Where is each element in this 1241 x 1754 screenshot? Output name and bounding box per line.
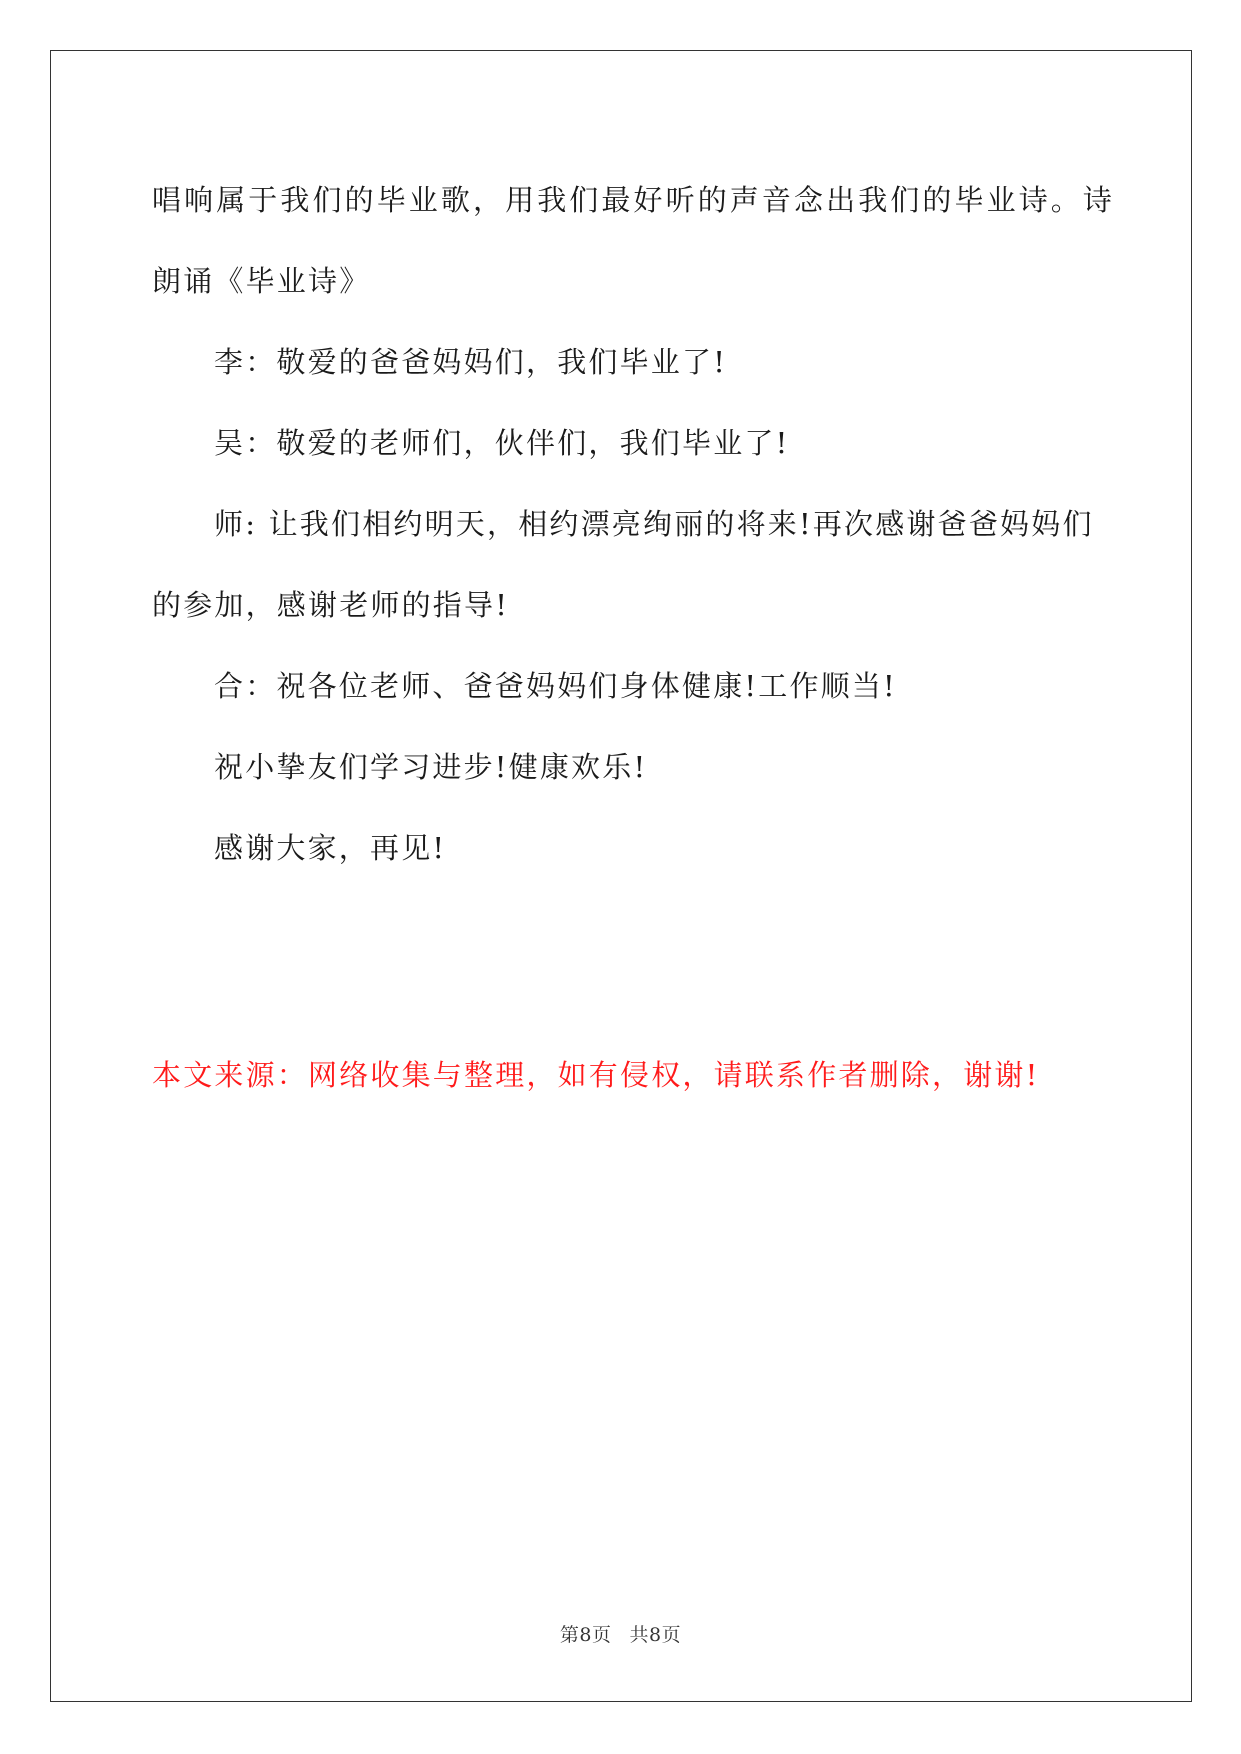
dialogue-line-li: 李：敬爱的爸爸妈妈们，我们毕业了! [214, 345, 728, 379]
dialogue-line-teacher: 师: 让我们相约明天，相约漂亮绚丽的将来!再次感谢爸爸妈妈们 [214, 507, 1094, 541]
page-number-current: 第8页 [559, 1624, 612, 1646]
page-number-total: 共8页 [629, 1624, 682, 1646]
dialogue-line-together: 合：祝各位老师、爸爸妈妈们身体健康!工作顺当! [214, 669, 897, 703]
dialogue-line-wu: 吴：敬爱的老师们，伙伴们，我们毕业了! [214, 426, 790, 460]
blessing-line: 祝小挚友们学习进步!健康欢乐! [214, 750, 648, 784]
paragraph-line: 唱响属于我们的毕业歌，用我们最好听的声音念出我们的毕业诗。诗 [152, 183, 1116, 217]
page-footer [0, 1620, 1241, 1647]
dialogue-line-teacher-cont: 的参加，感谢老师的指导! [152, 588, 510, 622]
source-disclaimer: 本文来源：网络收集与整理，如有侵权，请联系作者删除，谢谢! [152, 1058, 1040, 1092]
closing-line: 感谢大家，再见! [214, 831, 447, 865]
document-body [152, 160, 1116, 889]
poem-title-line: 朗诵《毕业诗》 [152, 264, 371, 298]
